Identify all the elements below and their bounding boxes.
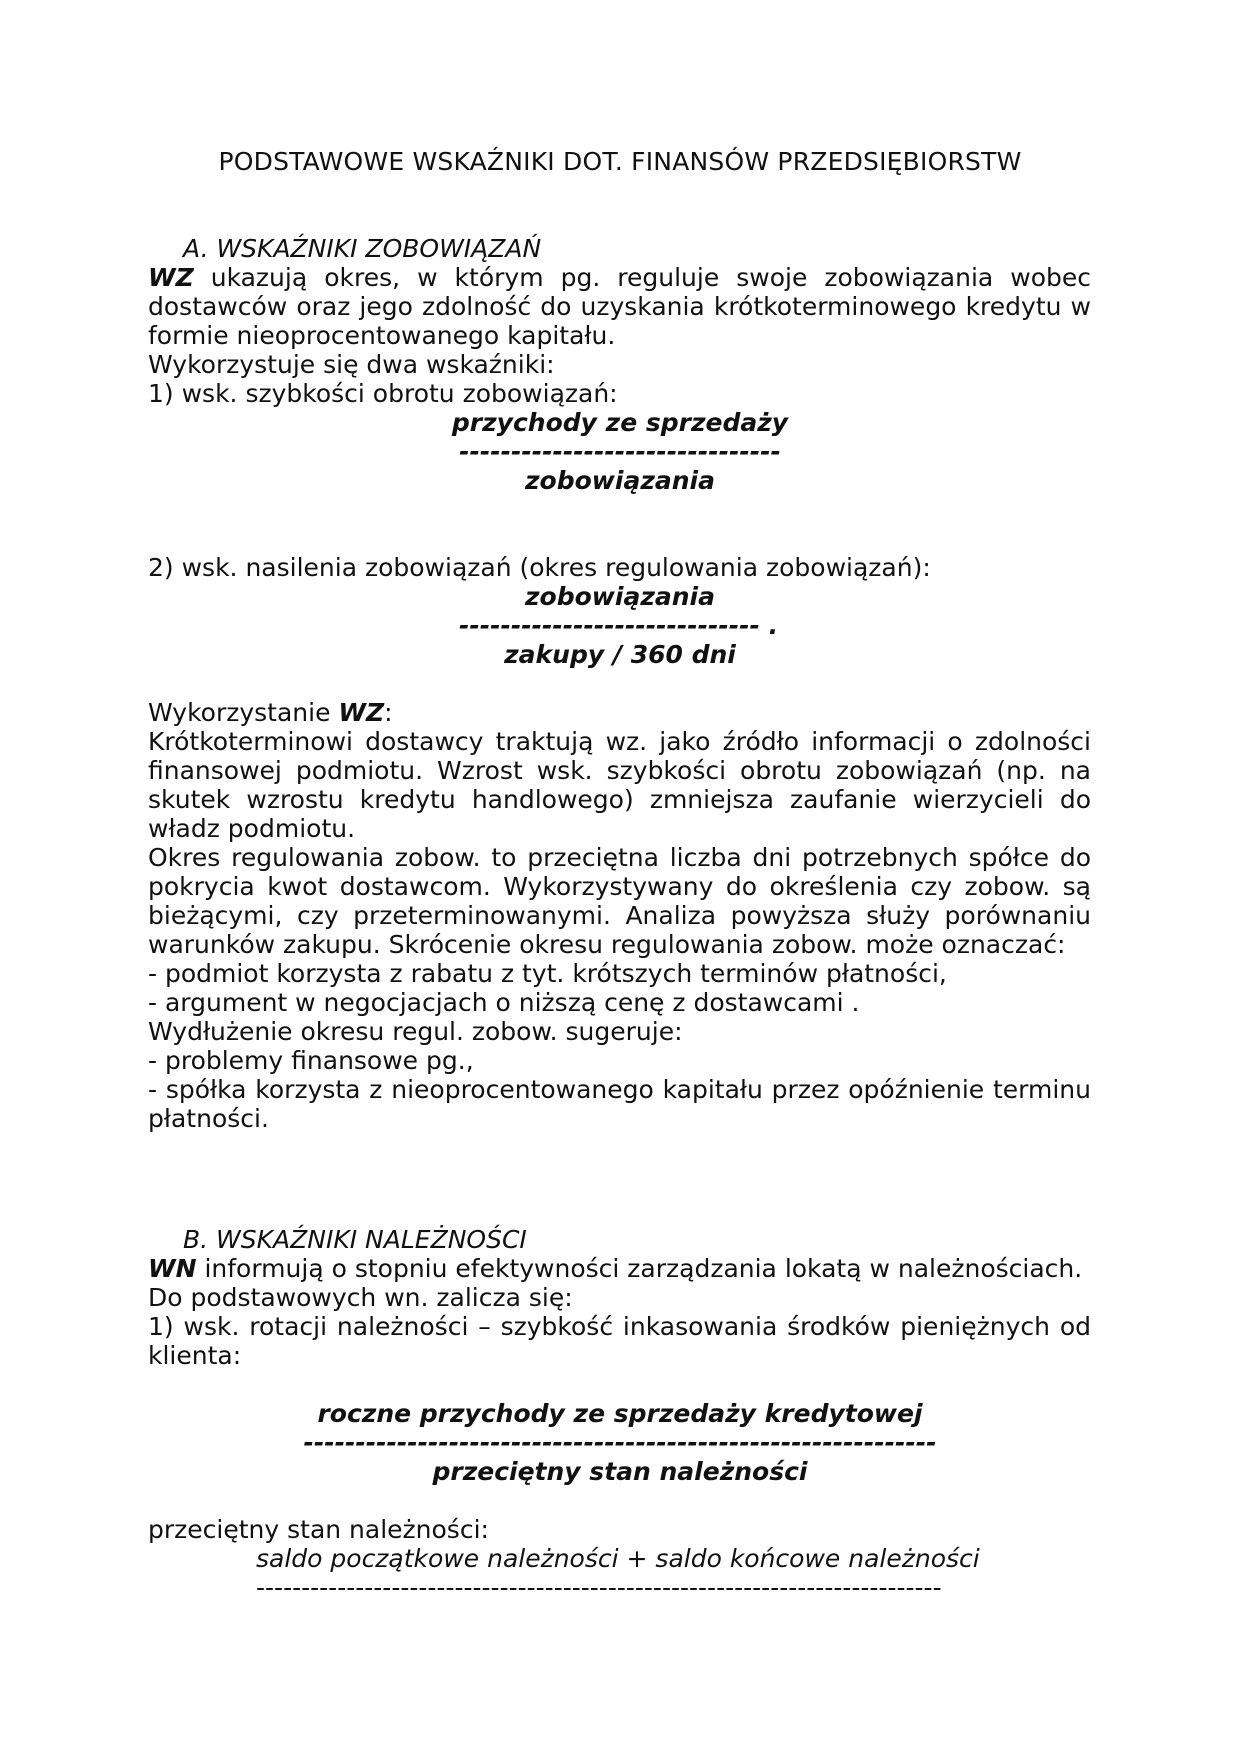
paragraph-1-line-3: skutek wzrostu kredytu handlowego) zmniejsza zaufanie wierzycieli do (148, 785, 1091, 814)
section-a-intro-line-3: formie nieoprocentowanego kapitału. (148, 321, 616, 350)
extension-heading: Wydłużenie okresu regul. zobow. sugeruje: (148, 1017, 683, 1046)
indicator-b1-line-1: 1) wsk. rotacji należności – szybkość inkasowania środków pieniężnych od (148, 1312, 1091, 1341)
formula-4-numerator: saldo początkowe należności + saldo końcowe należności (256, 1544, 980, 1573)
wn-abbreviation: WN (148, 1254, 197, 1283)
section-a-intro-line-1 (148, 263, 1091, 292)
list-item: - argument w negocjacjach o niższą cenę z dostawcami . (148, 988, 860, 1017)
formula-2-fraction-bar: ----------------------------- . (459, 611, 779, 640)
intro-text: ukazują okres, w którym pg. reguluje swoje zobowiązania wobec (210, 263, 1091, 292)
indicator-b1-line-2: klienta: (148, 1341, 242, 1370)
formula-2-denominator: zakupy / 360 dni (504, 640, 736, 669)
section-a-heading: A. WSKAŹNIKI ZOBOWIĄZAŃ (183, 234, 542, 263)
paragraph-1-line-1: Krótkoterminowi dostawcy traktują wz. jako źródło informacji o zdolności (148, 727, 1091, 756)
indicator-1-label: 1) wsk. szybkości obrotu zobowiązań: (148, 379, 618, 408)
usage-abbreviation: WZ (338, 698, 385, 727)
usage-colon: : (384, 698, 393, 727)
intro-text: informują o stopniu efektywności zarządzania lokatą w należnościach. (196, 1254, 1083, 1283)
paragraph-2-line-1: Okres regulowania zobow. to przeciętna liczba dni potrzebnych spółce do (148, 843, 1091, 872)
section-b-intro (148, 1254, 1082, 1283)
indicators-intro: Wykorzystuje się dwa wskaźniki: (148, 350, 555, 379)
section-b-heading: B. WSKAŹNIKI NALEŻNOŚCI (183, 1225, 527, 1254)
paragraph-2-line-2: pokrycia kwot dostawcom. Wykorzystywany do określenia czy zobow. są (148, 872, 1091, 901)
usage-label: Wykorzystanie (148, 698, 339, 727)
list-item: - problemy finansowe pg., (148, 1046, 474, 1075)
average-receivables-label: przeciętny stan należności: (148, 1515, 489, 1544)
formula-1-numerator: przychody ze sprzedaży (451, 408, 789, 437)
formula-4-fraction-bar: ---------------------------------------------------------------------------- (256, 1573, 942, 1602)
list-item: - podmiot korzysta z rabatu z tyt. krótszych terminów płatności, (148, 959, 947, 988)
formula-1-fraction-bar: ------------------------------- (459, 437, 781, 466)
list-item: - spółka korzysta z nieoprocentowanego kapitału przez opóźnienie terminu (148, 1075, 1091, 1104)
wz-abbreviation: WZ (148, 263, 194, 292)
paragraph-1-line-4: władz podmiotu. (148, 814, 356, 843)
formula-3-fraction-bar: ------------------------------------------------------------- (303, 1428, 937, 1457)
formula-1-denominator: zobowiązania (525, 466, 715, 495)
paragraph-2-line-3: bieżącymi, czy przeterminowanymi. Analiza powyższa służy porównaniu (148, 901, 1091, 930)
page-title: PODSTAWOWE WSKAŹNIKI DOT. FINANSÓW PRZEDSIĘBIORSTW (218, 147, 1022, 176)
list-item-continuation: płatności. (148, 1104, 269, 1133)
paragraph-2-line-4: warunków zakupu. Skrócenie okresu regulowania zobow. może oznaczać: (148, 930, 1066, 959)
paragraph-1-line-2: finansowej podmiotu. Wzrost wsk. szybkości obrotu zobowiązań (np. na (148, 756, 1091, 785)
formula-2-numerator: zobowiązania (525, 582, 715, 611)
formula-3-numerator: roczne przychody ze sprzedaży kredytowej (317, 1399, 923, 1428)
section-a-intro-line-2: dostawców oraz jego zdolność do uzyskania krótkoterminowego kredytu w (148, 292, 1091, 321)
formula-3-denominator: przeciętny stan należności (432, 1457, 808, 1486)
usage-heading (148, 698, 393, 727)
basic-indicators-intro: Do podstawowych wn. zalicza się: (148, 1283, 573, 1312)
indicator-2-label: 2) wsk. nasilenia zobowiązań (okres regulowania zobowiązań): (148, 553, 931, 582)
